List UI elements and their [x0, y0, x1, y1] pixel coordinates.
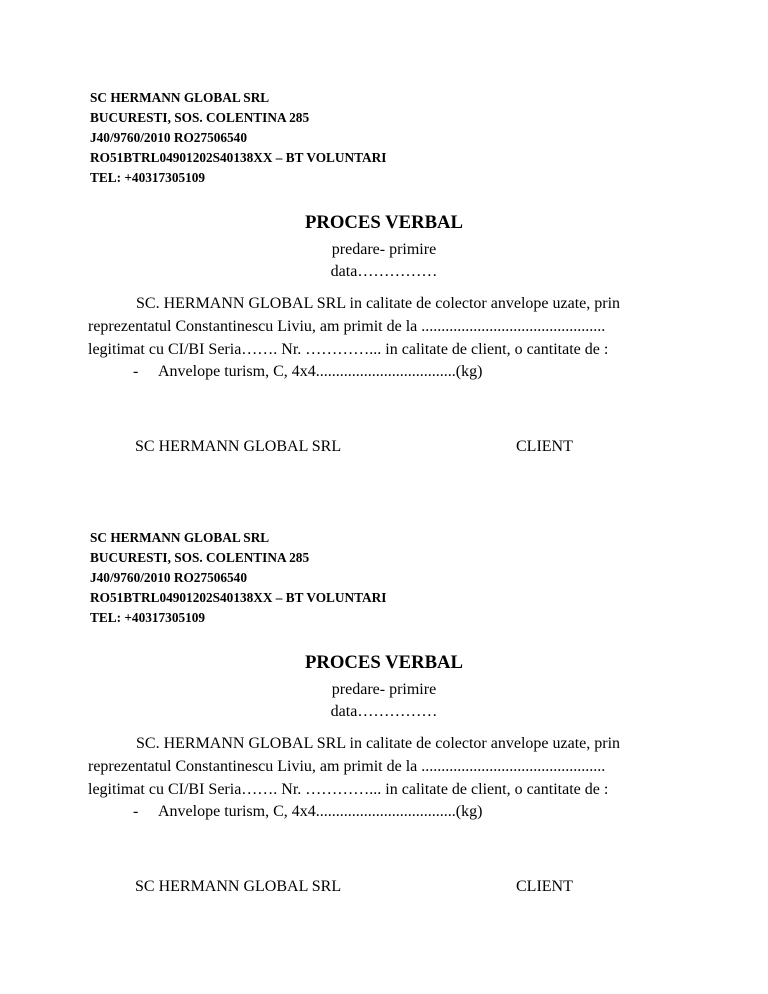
- company-registration: J40/9760/2010 RO27506540: [90, 570, 247, 585]
- document-subtitle: predare- primire: [331, 241, 437, 258]
- body-line: reprezentatul Constantinescu Liviu, am primit de la ..............................................: [88, 758, 606, 775]
- document-title: PROCES VERBAL: [304, 652, 463, 673]
- list-marker: -: [133, 363, 139, 380]
- company-phone: TEL: +40317305109: [90, 610, 206, 625]
- body-paragraph: [88, 292, 688, 361]
- body-paragraph: [88, 732, 688, 801]
- body-line: reprezentatul Constantinescu Liviu, am primit de la ..............................................: [88, 318, 606, 335]
- body-line: legitimat cu CI/BI Seria……. Nr. …………... in calitate de client, o cantitate de :: [88, 781, 609, 798]
- date-line: data……………: [330, 263, 438, 280]
- document-title: PROCES VERBAL: [304, 212, 463, 233]
- company-registration: J40/9760/2010 RO27506540: [90, 130, 247, 145]
- company-header: [90, 528, 386, 628]
- signature-company: SC HERMANN GLOBAL SRL: [135, 438, 342, 455]
- company-phone: TEL: +40317305109: [90, 170, 206, 185]
- list-item: [133, 360, 482, 383]
- date-line: data……………: [330, 703, 438, 720]
- document-subtitle: predare- primire: [331, 681, 437, 698]
- list-item-text: Anvelope turism, C, 4x4...................................(kg): [158, 363, 483, 380]
- list-item: [133, 800, 482, 823]
- company-address: BUCURESTI, SOS. COLENTINA 285: [90, 110, 310, 125]
- body-line: SC. HERMANN GLOBAL SRL in calitate de colector anvelope uzate, prin: [136, 295, 621, 312]
- company-bank-account: RO51BTRL04901202S40138XX – BT VOLUNTARI: [90, 590, 387, 605]
- signature-company: SC HERMANN GLOBAL SRL: [135, 878, 342, 895]
- company-name: SC HERMANN GLOBAL SRL: [90, 90, 270, 105]
- list-item-text: Anvelope turism, C, 4x4...................................(kg): [158, 803, 483, 820]
- signature-client: CLIENT: [516, 878, 573, 895]
- list-marker: -: [133, 803, 139, 820]
- body-line: SC. HERMANN GLOBAL SRL in calitate de colector anvelope uzate, prin: [136, 735, 621, 752]
- signature-client: CLIENT: [516, 438, 573, 455]
- company-bank-account: RO51BTRL04901202S40138XX – BT VOLUNTARI: [90, 150, 387, 165]
- body-line: legitimat cu CI/BI Seria……. Nr. …………... in calitate de client, o cantitate de :: [88, 341, 609, 358]
- company-header: [90, 88, 386, 188]
- company-address: BUCURESTI, SOS. COLENTINA 285: [90, 550, 310, 565]
- company-name: SC HERMANN GLOBAL SRL: [90, 530, 270, 545]
